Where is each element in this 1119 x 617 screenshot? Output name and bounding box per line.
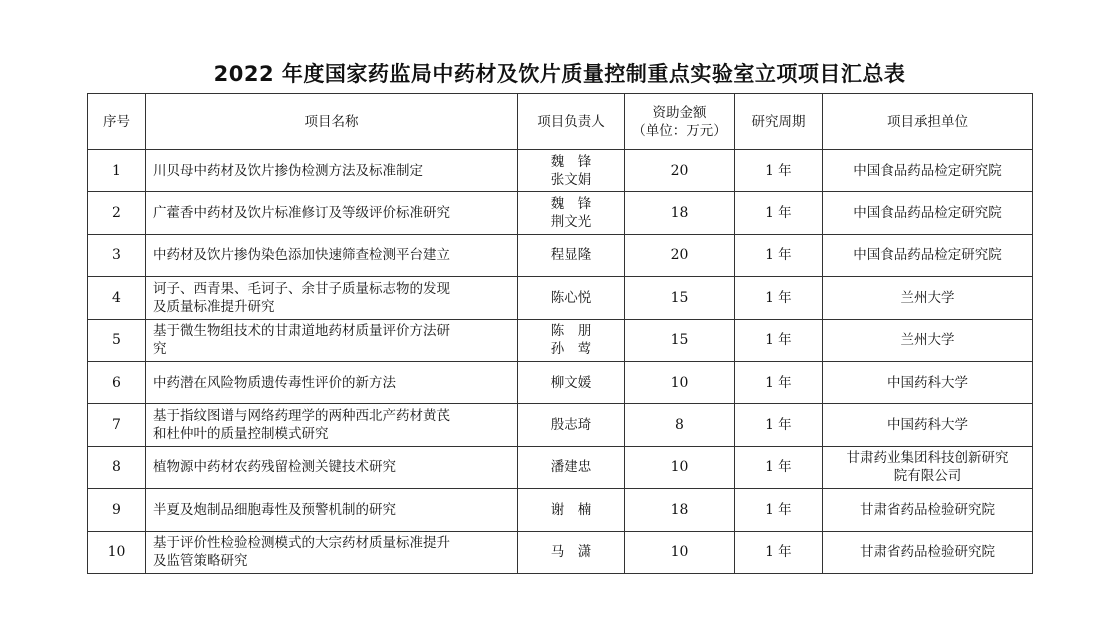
- cell-index: 9: [88, 489, 146, 531]
- cell-leader: [518, 319, 625, 361]
- cell-index: 8: [88, 446, 146, 488]
- cell-index: 4: [88, 277, 146, 319]
- unit-line1: 甘肃省药品检验研究院: [860, 544, 995, 561]
- header-index: 序号: [88, 94, 146, 150]
- header-unit: 项目承担单位: [823, 94, 1033, 150]
- project-name-line1: 植物源中药材农药残留检测关键技术研究: [153, 459, 396, 476]
- table-header-row: [88, 94, 1033, 150]
- cell-period: 1 年: [735, 446, 823, 488]
- cell-unit: [823, 404, 1033, 446]
- header-funding-line1: 资助金额: [652, 104, 707, 121]
- leader-name-1: 马 潇: [550, 544, 592, 561]
- table-row: [88, 234, 1033, 276]
- leader-name-2: 张文娟: [550, 171, 592, 188]
- cell-period: 1 年: [735, 319, 823, 361]
- cell-project-name: [146, 234, 518, 276]
- unit-line1: 中国食品药品检定研究院: [853, 247, 1002, 264]
- leader-name-1: 程显隆: [550, 247, 592, 264]
- cell-period: 1 年: [735, 277, 823, 319]
- project-name-line1: 广藿香中药材及饮片标准修订及等级评价标准研究: [153, 205, 450, 222]
- cell-funding: 20: [625, 150, 735, 192]
- cell-period: 1 年: [735, 150, 823, 192]
- cell-unit: [823, 446, 1033, 488]
- header-leader: 项目负责人: [518, 94, 625, 150]
- project-name-line1: 基于评价性检验检测模式的大宗药材质量标准提升: [153, 535, 450, 552]
- table-row: [88, 319, 1033, 361]
- unit-line1: 中国食品药品检定研究院: [853, 162, 1002, 179]
- table-row: [88, 404, 1033, 446]
- header-funding: [625, 94, 735, 150]
- projects-table: [87, 93, 1033, 574]
- leader-name-2: 荆文光: [550, 214, 592, 231]
- cell-funding: 20: [625, 234, 735, 276]
- table-row: [88, 531, 1033, 573]
- leader-name-1: 陈心悦: [550, 289, 592, 306]
- cell-leader: [518, 192, 625, 234]
- cell-funding: 10: [625, 531, 735, 573]
- leader-name-1: 魏 锋: [550, 196, 592, 213]
- cell-index: 2: [88, 192, 146, 234]
- project-name-line1: 基于微生物组技术的甘肃道地药材质量评价方法研: [153, 323, 450, 340]
- header-project-name: 项目名称: [146, 94, 518, 150]
- cell-project-name: [146, 531, 518, 573]
- leader-name-1: 陈 朋: [550, 323, 592, 340]
- cell-project-name: [146, 319, 518, 361]
- project-name-line1: 川贝母中药材及饮片掺伪检测方法及标准制定: [153, 162, 423, 179]
- cell-period: 1 年: [735, 531, 823, 573]
- cell-period: 1 年: [735, 489, 823, 531]
- cell-unit: [823, 192, 1033, 234]
- cell-unit: [823, 277, 1033, 319]
- table-row: [88, 277, 1033, 319]
- cell-period: 1 年: [735, 234, 823, 276]
- cell-project-name: [146, 489, 518, 531]
- table-row: [88, 361, 1033, 403]
- cell-unit: [823, 319, 1033, 361]
- document-title: 2022 年度国家药监局中药材及饮片质量控制重点实验室立项项目汇总表: [213, 62, 906, 86]
- cell-leader: [518, 361, 625, 403]
- cell-project-name: [146, 192, 518, 234]
- cell-index: 6: [88, 361, 146, 403]
- cell-funding: 15: [625, 319, 735, 361]
- cell-leader: [518, 277, 625, 319]
- leader-name-1: 潘建忠: [550, 459, 592, 476]
- cell-leader: [518, 404, 625, 446]
- project-name-line2: 及质量标准提升研究: [153, 298, 275, 315]
- cell-leader: [518, 489, 625, 531]
- cell-unit: [823, 234, 1033, 276]
- project-name-line1: 基于指纹图谱与网络药理学的两种西北产药材黄芪: [153, 408, 450, 425]
- cell-leader: [518, 150, 625, 192]
- cell-period: 1 年: [735, 404, 823, 446]
- cell-funding: 8: [625, 404, 735, 446]
- cell-index: 5: [88, 319, 146, 361]
- cell-period: 1 年: [735, 192, 823, 234]
- cell-project-name: [146, 150, 518, 192]
- cell-project-name: [146, 361, 518, 403]
- project-name-line2: 和杜仲叶的质量控制模式研究: [153, 426, 329, 443]
- unit-line1: 兰州大学: [900, 332, 955, 349]
- header-funding-line2: （单位：万元）: [632, 122, 727, 139]
- cell-funding: 15: [625, 277, 735, 319]
- unit-line1: 兰州大学: [900, 289, 955, 306]
- cell-unit: [823, 150, 1033, 192]
- cell-unit: [823, 361, 1033, 403]
- project-name-line1: 半夏及炮制品细胞毒性及预警机制的研究: [153, 501, 396, 518]
- cell-leader: [518, 446, 625, 488]
- project-name-line1: 中药材及饮片掺伪染色添加快速筛查检测平台建立: [153, 247, 450, 264]
- table-row: [88, 489, 1033, 531]
- project-name-line1: 诃子、西青果、毛诃子、余甘子质量标志物的发现: [153, 280, 450, 297]
- unit-line1: 甘肃省药品检验研究院: [860, 501, 995, 518]
- unit-line2: 院有限公司: [893, 468, 962, 485]
- unit-line1: 中国药科大学: [887, 374, 968, 391]
- leader-name-1: 殷志琦: [550, 417, 592, 434]
- table-row: [88, 446, 1033, 488]
- table-row: [88, 192, 1033, 234]
- leader-name-2: 孙 莺: [550, 341, 592, 358]
- cell-period: 1 年: [735, 361, 823, 403]
- cell-leader: [518, 531, 625, 573]
- leader-name-1: 柳文媛: [550, 374, 592, 391]
- project-name-line2: 究: [153, 341, 167, 358]
- cell-project-name: [146, 446, 518, 488]
- cell-index: 10: [88, 531, 146, 573]
- cell-leader: [518, 234, 625, 276]
- cell-project-name: [146, 404, 518, 446]
- cell-unit: [823, 489, 1033, 531]
- unit-line1: 甘肃药业集团科技创新研究: [846, 450, 1009, 467]
- cell-index: 1: [88, 150, 146, 192]
- cell-index: 7: [88, 404, 146, 446]
- cell-funding: 10: [625, 446, 735, 488]
- cell-funding: 18: [625, 489, 735, 531]
- cell-funding: 10: [625, 361, 735, 403]
- header-period: 研究周期: [735, 94, 823, 150]
- leader-name-1: 魏 锋: [550, 153, 592, 170]
- table-row: [88, 150, 1033, 192]
- cell-funding: 18: [625, 192, 735, 234]
- project-name-line2: 及监管策略研究: [153, 553, 248, 570]
- cell-index: 3: [88, 234, 146, 276]
- cell-unit: [823, 531, 1033, 573]
- cell-project-name: [146, 277, 518, 319]
- leader-name-1: 谢 楠: [550, 501, 592, 518]
- unit-line1: 中国食品药品检定研究院: [853, 205, 1002, 222]
- unit-line1: 中国药科大学: [887, 417, 968, 434]
- project-name-line1: 中药潜在风险物质遗传毒性评价的新方法: [153, 374, 396, 391]
